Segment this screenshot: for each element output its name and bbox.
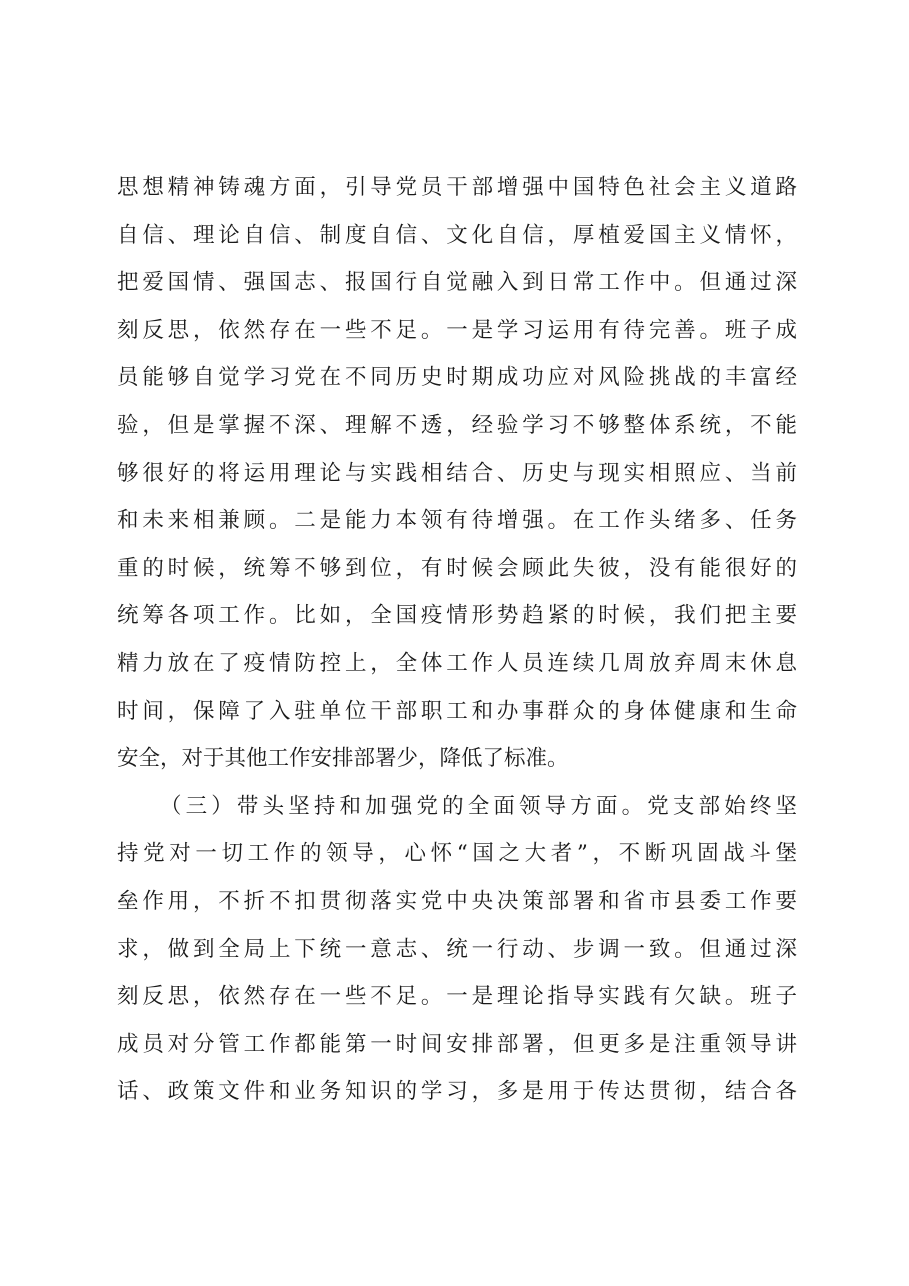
text-line: 验，但是掌握不深、理解不透，经验学习不够整体系统，不能 (117, 412, 797, 438)
text-line: 求，做到全局上下统一意志、统一行动、步调一致。但通过深 (117, 936, 797, 962)
text-line: 自信、理论自信、制度自信、文化自信，厚植爱国主义情怀， (117, 222, 797, 248)
body-text (117, 164, 797, 1116)
section-heading-line: （三）带头坚持和加强党的全面领导方面。党支部始终坚 (160, 793, 797, 819)
text-line: 把爱国情、强国志、报国行自觉融入到日常工作中。但通过深 (117, 270, 797, 296)
text-line: 精力放在了疫情防控上，全体工作人员连续几周放弃周末休息 (117, 650, 797, 676)
text-line: 时间，保障了入驻单位干部职工和办事群众的身体健康和生命 (117, 698, 797, 724)
text-line: 话、政策文件和业务知识的学习，多是用于传达贯彻，结合各 (117, 1079, 797, 1105)
text-line: 重的时候，统筹不够到位，有时候会顾此失彼，没有能很好的 (117, 555, 797, 581)
text-line: 思想精神铸魂方面，引导党员干部增强中国特色社会主义道路 (117, 175, 797, 200)
text-line: 持党对一切工作的领导，心怀“国之大者”，不断巩固战斗堡 (117, 841, 797, 867)
text-line: 和未来相兼顾。二是能力本领有待增强。在工作头绪多、任务 (117, 508, 797, 534)
text-line: 刻反思，依然存在一些不足。一是理论指导实践有欠缺。班子 (117, 984, 797, 1010)
text-line: 垒作用，不折不扣贯彻落实党中央决策部署和省市县委工作要 (117, 888, 797, 914)
paragraph-end-line: 安全，对于其他工作安排部署少，降低了标准。 (117, 746, 569, 772)
text-line: 够很好的将运用理论与实践相结合、历史与现实相照应、当前 (117, 460, 797, 486)
text-line: 统筹各项工作。比如，全国疫情形势趋紧的时候，我们把主要 (117, 603, 797, 629)
text-line: 成员对分管工作都能第一时间安排部署，但更多是注重领导讲 (117, 1031, 797, 1057)
text-line: 员能够自觉学习党在不同历史时期成功应对风险挑战的丰富经 (117, 365, 797, 391)
text-line: 刻反思，依然存在一些不足。一是学习运用有待完善。班子成 (117, 317, 797, 343)
